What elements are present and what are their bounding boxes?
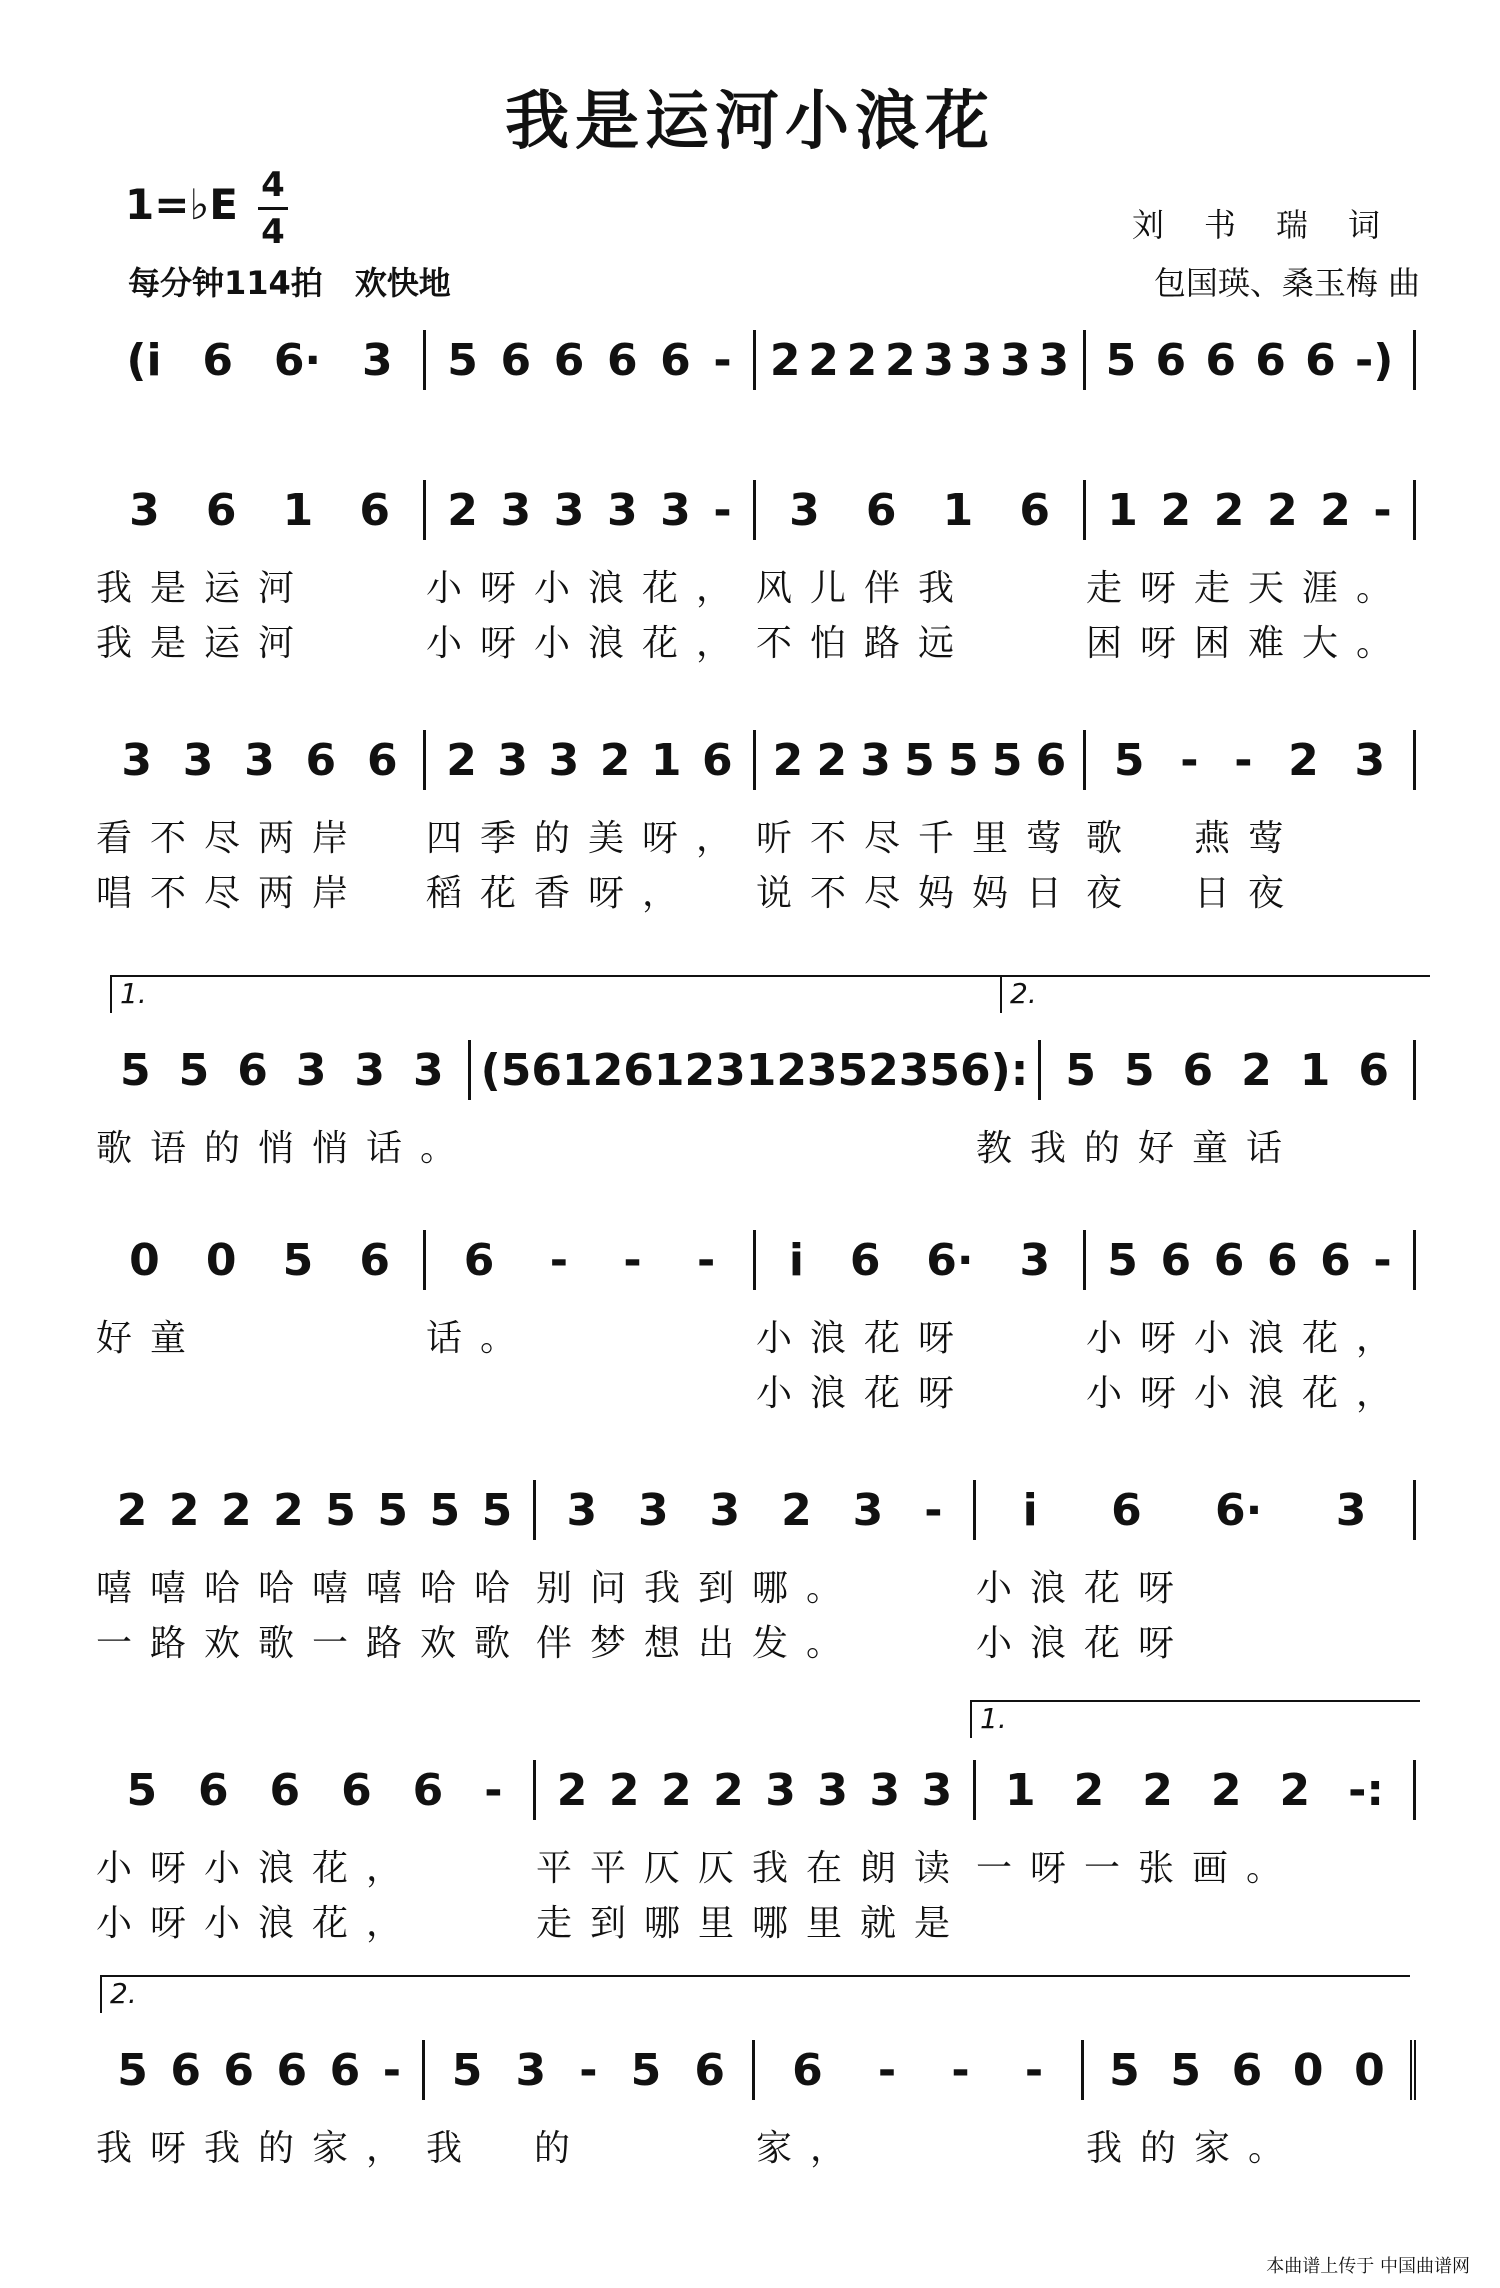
lyric-segment: [976, 1895, 1416, 1946]
note: 3: [852, 1484, 884, 1536]
note: 2: [1266, 484, 1298, 536]
note: 5: [991, 734, 1023, 786]
note: 5: [1113, 734, 1145, 786]
note: 5: [126, 1764, 158, 1816]
note: 3: [860, 734, 891, 786]
time-signature: [258, 165, 288, 252]
note: -: [713, 334, 732, 386]
note: 3: [413, 1044, 444, 1096]
lyric-segment: 困呀困难大。: [1086, 623, 1411, 664]
lyric-segment: 说不尽妈妈日: [756, 873, 1081, 914]
note: 2: [599, 734, 631, 786]
note: 2: [769, 334, 801, 386]
note: 5: [325, 1484, 356, 1536]
note: 6: [694, 2044, 725, 2096]
note: 3: [765, 1764, 796, 1816]
lyric-segment: [536, 1120, 976, 1171]
note: 2356):: [868, 1044, 1029, 1096]
notation-line: [96, 330, 1416, 390]
lyric-segment: 唱不尽两岸: [96, 873, 367, 914]
note: 2: [885, 334, 916, 386]
lyric-segment: 我是运河: [96, 623, 313, 664]
time-sig-bottom: 4: [261, 212, 285, 252]
note: 2: [447, 484, 478, 536]
measure: [976, 1760, 1416, 1820]
note: 2: [1241, 1044, 1272, 1096]
measure: [96, 1480, 536, 1540]
note: 6: [792, 2044, 823, 2096]
note: 2: [846, 334, 878, 386]
note: 6: [865, 484, 897, 536]
note: 6: [1255, 334, 1286, 386]
lyric-segment: 小呀小浪花，: [426, 568, 751, 609]
note: 6·: [273, 334, 322, 386]
note: 3: [354, 1044, 386, 1096]
note: 5: [1107, 1234, 1138, 1286]
note: 2: [781, 1484, 812, 1536]
lyric-segment: 小呀小浪花，: [1086, 1373, 1411, 1414]
lyric-segment: 我 的: [426, 2128, 589, 2169]
measure: [976, 1480, 1416, 1540]
note: 6: [1160, 1234, 1192, 1286]
lyric-segment: 一呀一张画。: [976, 1848, 1301, 1889]
measure: [1086, 480, 1416, 540]
note: -: [382, 2044, 401, 2096]
note: 2: [1320, 484, 1351, 536]
note: 6·: [1215, 1484, 1263, 1536]
note: 3: [817, 1764, 848, 1816]
note: 6: [606, 334, 638, 386]
time-sig-top: 4: [261, 165, 285, 205]
lyric-line: [96, 1365, 1416, 1416]
note: 3: [244, 734, 275, 786]
measure: [1041, 1040, 1416, 1100]
note: 5: [447, 334, 478, 386]
note: 3: [1354, 734, 1386, 786]
note: 1: [282, 484, 314, 536]
note: -: [579, 2044, 598, 2096]
note: 2: [1142, 1764, 1173, 1816]
note: -: [1373, 484, 1392, 536]
measure: [756, 480, 1086, 540]
note: 1: [650, 734, 682, 786]
volta-bracket: 1.: [970, 1700, 1420, 1738]
lyric-segment: 小呀小浪花，: [96, 1903, 421, 1944]
note: -: [951, 2044, 970, 2096]
note: 6: [305, 734, 337, 786]
note: -:: [1348, 1764, 1384, 1816]
lyric-segment: 歌语的悄悄话。: [96, 1128, 475, 1169]
notation-line: [96, 2040, 1416, 2100]
footer-note: 本曲谱上传于 中国曲谱网: [1266, 2256, 1470, 2277]
lyric-segment: 不怕路远: [756, 623, 973, 664]
lyric-line: [96, 1895, 1416, 1946]
note: 3: [295, 1044, 327, 1096]
lyric-line: [96, 2120, 1416, 2171]
note: 2: [116, 1484, 148, 1536]
measure: [96, 1760, 536, 1820]
lyric-segment: 小浪花呀: [976, 1568, 1193, 1609]
note: -: [1180, 734, 1199, 786]
note: 6: [223, 2044, 255, 2096]
note: 6: [205, 484, 237, 536]
note: 1: [1005, 1764, 1036, 1816]
note: 3: [497, 734, 529, 786]
note: 1: [1299, 1044, 1331, 1096]
note: 2: [1160, 484, 1192, 536]
measure: [1086, 1230, 1416, 1290]
note: 3: [182, 734, 214, 786]
lyric-segment: 我是运河: [96, 568, 313, 609]
note: 6: [412, 1764, 444, 1816]
measure: [536, 1480, 976, 1540]
note: 2: [772, 734, 804, 786]
note: 2: [556, 1764, 588, 1816]
note: -: [877, 2044, 897, 2096]
lyric-segment: 话。: [426, 1318, 535, 1359]
note: 6·: [926, 1234, 974, 1286]
note: 6: [359, 484, 390, 536]
lyric-segment: 别问我到哪。: [536, 1568, 861, 1609]
lyric-segment: 听不尽千里莺: [756, 818, 1081, 859]
lyric-segment: 看不尽两岸: [96, 818, 367, 859]
notation-line: [96, 1480, 1416, 1540]
note: 2: [446, 734, 477, 786]
note: 6: [463, 1234, 495, 1286]
measure: [96, 1230, 426, 1290]
lyric-segment: 小浪花呀: [756, 1373, 973, 1414]
lyric-segment: 好童: [96, 1318, 205, 1359]
note: 3: [921, 1764, 953, 1816]
measure: [1086, 730, 1416, 790]
note: 5: [947, 734, 979, 786]
lyric-segment: 平平仄仄我在朗读: [536, 1848, 969, 1889]
measure: [471, 1040, 1042, 1100]
note: -): [1355, 334, 1394, 386]
note: 2: [1210, 1764, 1242, 1816]
note: 6: [1111, 1484, 1142, 1536]
measure: [426, 330, 756, 390]
volta-bracket: 2.: [1000, 975, 1430, 1013]
lyric-segment: [96, 1365, 426, 1416]
lyric-line: [96, 1120, 1416, 1171]
lyric-segment: 教我的好童话: [976, 1128, 1301, 1169]
note: 2: [808, 334, 839, 386]
note: -: [713, 484, 732, 536]
note: 6: [1182, 1044, 1214, 1096]
note: -: [697, 1234, 716, 1286]
page-title: 我是运河小浪花: [505, 84, 995, 159]
note: 2: [1279, 1764, 1311, 1816]
note: 6: [500, 334, 532, 386]
note: 6: [702, 734, 733, 786]
note: 6: [276, 2044, 308, 2096]
note: -: [924, 1484, 943, 1536]
note: (i: [126, 334, 162, 386]
note: 2: [1073, 1764, 1105, 1816]
note: 3: [361, 334, 393, 386]
note: 5: [451, 2044, 483, 2096]
note: 3: [961, 334, 993, 386]
measure: [96, 330, 426, 390]
notation-line: [96, 730, 1416, 790]
note: 6: [1213, 1234, 1245, 1286]
lyric-line: [96, 1560, 1416, 1611]
lyric-segment: [426, 1365, 756, 1416]
lyric-segment: 四季的美呀，: [426, 818, 751, 859]
note: 3: [709, 1484, 741, 1536]
note: 0: [1292, 2044, 1324, 2096]
note: 3: [638, 1484, 669, 1536]
lyric-segment: 小呀小浪花，: [426, 623, 751, 664]
note: 6: [849, 1234, 881, 1286]
note: 6: [1320, 1234, 1351, 1286]
lyric-line: [96, 615, 1416, 666]
lyric-segment: 一路欢歌一路欢歌: [96, 1623, 529, 1664]
note: 0: [1354, 2044, 1385, 2096]
note: 6: [202, 334, 234, 386]
key-signature: 1=♭E: [125, 180, 238, 229]
lyric-segment: 走到哪里哪里就是: [536, 1903, 969, 1944]
lyric-segment: 我的家。: [1086, 2128, 1303, 2169]
note: 5: [1109, 2044, 1140, 2096]
note: 3: [923, 334, 954, 386]
note: 2: [816, 734, 848, 786]
note: 2: [168, 1484, 200, 1536]
measure: [1086, 330, 1416, 390]
note: 1: [942, 484, 974, 536]
note: 2: [1213, 484, 1245, 536]
note: 6: [1019, 484, 1050, 536]
note: 5: [117, 2044, 148, 2096]
note: 2: [221, 1484, 252, 1536]
volta-bracket: 1.: [110, 975, 1000, 1013]
lyric-segment: 嘻嘻哈哈嘻嘻哈哈: [96, 1568, 529, 1609]
lyric-segment: 夜 日夜: [1086, 873, 1303, 914]
note: 6: [366, 734, 398, 786]
lyric-segment: 走呀走天涯。: [1086, 568, 1411, 609]
note: 5: [1105, 334, 1137, 386]
note: 6: [198, 1764, 229, 1816]
note: 5: [630, 2044, 662, 2096]
measure: [425, 2040, 754, 2100]
measure: [96, 730, 426, 790]
notation-line: [96, 1760, 1416, 1820]
note: 6: [1231, 2044, 1263, 2096]
measure: [426, 730, 756, 790]
note: i: [788, 1234, 804, 1286]
measure: [536, 1760, 976, 1820]
note: i: [1022, 1484, 1038, 1536]
note: 6: [1305, 334, 1336, 386]
note: 5: [1123, 1044, 1155, 1096]
note: 5: [377, 1484, 408, 1536]
measure: [426, 480, 756, 540]
note: 0: [205, 1234, 237, 1286]
note: 6: [237, 1044, 268, 1096]
note: 6: [329, 2044, 361, 2096]
lyric-line: [96, 1615, 1416, 1666]
note: 2: [661, 1764, 692, 1816]
lyric-line: [96, 865, 1416, 916]
note: 3: [121, 734, 152, 786]
note: 3: [548, 734, 580, 786]
note: 5: [1170, 2044, 1201, 2096]
measure: [756, 330, 1086, 390]
measure: [96, 2040, 425, 2100]
composer-credit: 包国瑛、桑玉梅 曲: [1153, 264, 1420, 302]
note: -: [1234, 734, 1253, 786]
note: 6: [170, 2044, 201, 2096]
note: 3: [1019, 1234, 1051, 1286]
notation-line: [96, 480, 1416, 540]
note: 3: [1038, 334, 1070, 386]
note: 6: [1358, 1044, 1389, 1096]
lyric-segment: 小呀小浪花，: [96, 1848, 421, 1889]
lyric-segment: 小浪花呀: [976, 1623, 1193, 1664]
note: -: [1373, 1234, 1392, 1286]
note: 3: [566, 1484, 598, 1536]
note: 5: [282, 1234, 314, 1286]
note: 6: [1266, 1234, 1298, 1286]
measure: [755, 2040, 1084, 2100]
lyric-line: [96, 810, 1416, 861]
lyric-line: [96, 560, 1416, 611]
note: 6: [1035, 734, 1067, 786]
note: 6: [341, 1764, 372, 1816]
notation-line: [96, 1230, 1416, 1290]
note: 3: [515, 2044, 547, 2096]
note: 2: [1288, 734, 1319, 786]
note: 1: [1107, 484, 1138, 536]
note: 6: [269, 1764, 301, 1816]
tempo-marking: 每分钟114拍 欢快地: [128, 264, 451, 302]
notation-line: [96, 1040, 1416, 1100]
note: 3: [1335, 1484, 1367, 1536]
note: 2: [713, 1764, 744, 1816]
note: 3: [869, 1764, 901, 1816]
note: 5: [481, 1484, 513, 1536]
lyric-segment: 小呀小浪花，: [1086, 1318, 1411, 1359]
note: 0: [129, 1234, 160, 1286]
note: -: [484, 1764, 503, 1816]
lyric-segment: 风儿伴我: [756, 568, 973, 609]
lyric-segment: 伴梦想出发。: [536, 1623, 861, 1664]
note: 6: [553, 334, 585, 386]
volta-bracket: 2.: [100, 1975, 1410, 2013]
note: (5612: [480, 1044, 624, 1096]
note: 1235: [745, 1044, 869, 1096]
lyricist-credit: 刘书瑞词: [1131, 206, 1420, 244]
note: 6: [1205, 334, 1236, 386]
note: 3: [553, 484, 585, 536]
lyric-line: [96, 1840, 1416, 1891]
note: 3: [606, 484, 638, 536]
measure: [96, 1040, 471, 1100]
note: 5: [904, 734, 935, 786]
measure: [1084, 2040, 1416, 2100]
note: 3: [1000, 334, 1031, 386]
note: 5: [178, 1044, 210, 1096]
note: 3: [789, 484, 820, 536]
note: 5: [1065, 1044, 1096, 1096]
lyric-line: [96, 1310, 1416, 1361]
note: 5: [119, 1044, 151, 1096]
measure: [96, 480, 426, 540]
note: 6: [1155, 334, 1187, 386]
lyric-segment: 小浪花呀: [756, 1318, 973, 1359]
note: -: [623, 1234, 642, 1286]
note: -: [1024, 2044, 1044, 2096]
measure: [426, 1230, 756, 1290]
note: 6123: [623, 1044, 746, 1096]
lyric-segment: 我呀我的家，: [96, 2128, 421, 2169]
lyric-segment: 家，: [756, 2128, 865, 2169]
lyric-segment: 稻花香呀，: [426, 873, 697, 914]
note: 2: [608, 1764, 640, 1816]
note: 6: [660, 334, 691, 386]
note: 5: [429, 1484, 461, 1536]
note: 3: [129, 484, 160, 536]
measure: [756, 730, 1086, 790]
note: -: [549, 1234, 568, 1286]
lyric-segment: 歌 燕莺: [1086, 818, 1303, 859]
measure: [756, 1230, 1086, 1290]
note: 3: [500, 484, 532, 536]
note: 6: [359, 1234, 390, 1286]
note: 3: [660, 484, 691, 536]
note: 2: [273, 1484, 304, 1536]
